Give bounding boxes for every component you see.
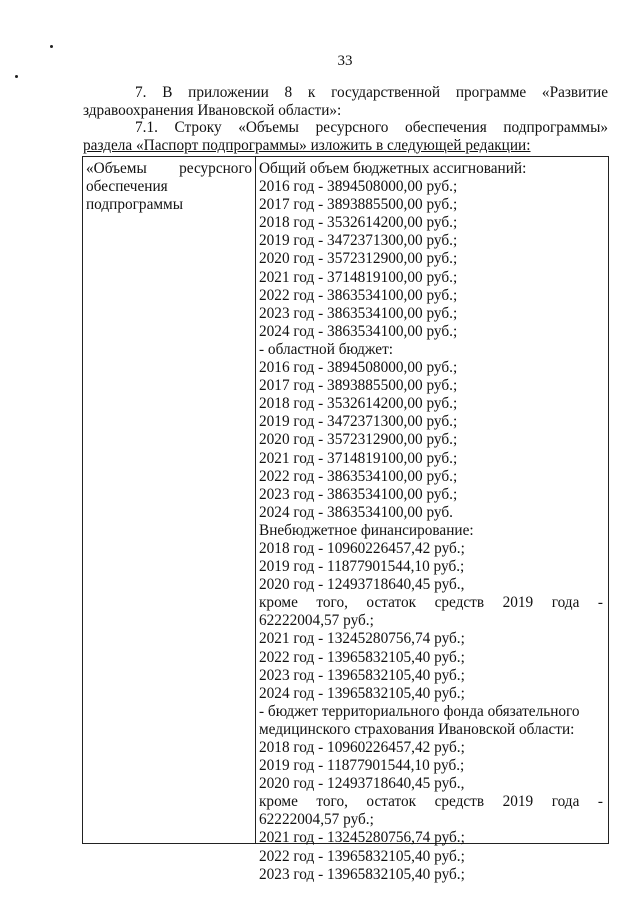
value-line: 2021 год - 13245280756,74 руб.; <box>259 630 465 648</box>
value-line: 2020 год - 3572312900,00 руб.; <box>259 250 458 268</box>
row-value-cell <box>259 160 603 884</box>
value-line: - бюджет территориального фонда обязательного <box>259 702 580 720</box>
value-line: 2021 год - 13245280756,74 руб.; <box>259 829 465 847</box>
value-line: 2019 год - 3472371300,00 руб.; <box>259 413 458 431</box>
label-line: «Объемы ресурсного <box>86 160 252 177</box>
paragraph-7-1 <box>83 119 608 155</box>
value-line: 2018 год - 10960226457,42 руб.; <box>259 739 465 756</box>
value-line: 2020 год - 3572312900,00 руб.; <box>259 431 458 449</box>
paragraph-line: 7.1. Строку «Объемы ресурсного обеспечения подпрограммы» <box>135 119 608 136</box>
value-line: 2023 год - 13965832105,40 руб.; <box>259 865 465 883</box>
value-line: 2023 год - 3863534100,00 руб.; <box>259 485 458 503</box>
value-line: 2022 год - 3863534100,00 руб.; <box>259 286 458 304</box>
value-line: кроме того, остаток средств 2019 года - <box>259 793 603 811</box>
value-line: 2019 год - 11877901544,10 руб.; <box>259 757 465 775</box>
value-line: 2021 год - 3714819100,00 руб.; <box>259 449 458 467</box>
scan-speck <box>15 75 18 78</box>
value-line: 2024 год - 13965832105,40 руб.; <box>259 684 465 702</box>
paragraph-line: 7. В приложении 8 к государственной программе «Развитие <box>135 84 608 101</box>
value-line: 2023 год - 13965832105,40 руб.; <box>259 666 465 684</box>
value-line: 2022 год - 13965832105,40 руб.; <box>259 648 465 666</box>
value-line: 2024 год - 3863534100,00 руб. <box>259 503 453 521</box>
value-line: 2021 год - 3714819100,00 руб.; <box>259 268 458 286</box>
value-line: 2017 год - 3893885500,00 руб.; <box>259 377 458 395</box>
label-line: подпрограммы <box>86 196 184 214</box>
value-line: 2019 год - 3472371300,00 руб.; <box>259 232 458 250</box>
value-line: 62222004,57 руб.; <box>259 612 374 630</box>
value-line: - областной бюджет: <box>259 340 394 358</box>
paragraph-7 <box>83 84 608 120</box>
value-line: медицинского страхования Ивановской области: <box>259 720 575 738</box>
resource-table <box>82 156 609 883</box>
row-label-cell <box>86 160 252 214</box>
value-line: 2016 год - 3894508000,00 руб.; <box>259 178 458 196</box>
value-line: 2018 год - 10960226457,42 руб.; <box>259 539 465 557</box>
value-line: 2022 год - 13965832105,40 руб.; <box>259 847 465 865</box>
value-line: 2018 год - 3532614200,00 руб.; <box>259 214 458 232</box>
value-line: кроме того, остаток средств 2019 года - <box>259 594 603 612</box>
page-number: 33 <box>337 53 353 69</box>
label-line: обеспечения <box>86 178 168 196</box>
value-line: 2024 год - 3863534100,00 руб.; <box>259 322 458 340</box>
value-line: 2017 год - 3893885500,00 руб.; <box>259 196 458 214</box>
value-line: 2020 год - 12493718640,45 руб., <box>259 775 465 793</box>
value-line: Внебюджетное финансирование: <box>259 521 474 539</box>
value-line: 2019 год - 11877901544,10 руб.; <box>259 558 465 576</box>
scan-speck <box>50 45 53 48</box>
paragraph-line: здравоохранения Ивановской области»: <box>83 102 342 119</box>
column-divider <box>255 157 256 843</box>
value-line: 2023 год - 3863534100,00 руб.; <box>259 304 458 322</box>
paragraph-line: раздела «Паспорт подпрограммы» изложить в следующей редакции: <box>83 137 531 154</box>
value-line: 2018 год - 3532614200,00 руб.; <box>259 395 458 413</box>
value-line: 2016 год - 3894508000,00 руб.; <box>259 359 458 377</box>
value-line: Общий объем бюджетных ассигнований: <box>259 160 527 177</box>
value-line: 2022 год - 3863534100,00 руб.; <box>259 467 458 485</box>
value-line: 2020 год - 12493718640,45 руб., <box>259 576 465 594</box>
value-line: 62222004,57 руб.; <box>259 811 374 829</box>
